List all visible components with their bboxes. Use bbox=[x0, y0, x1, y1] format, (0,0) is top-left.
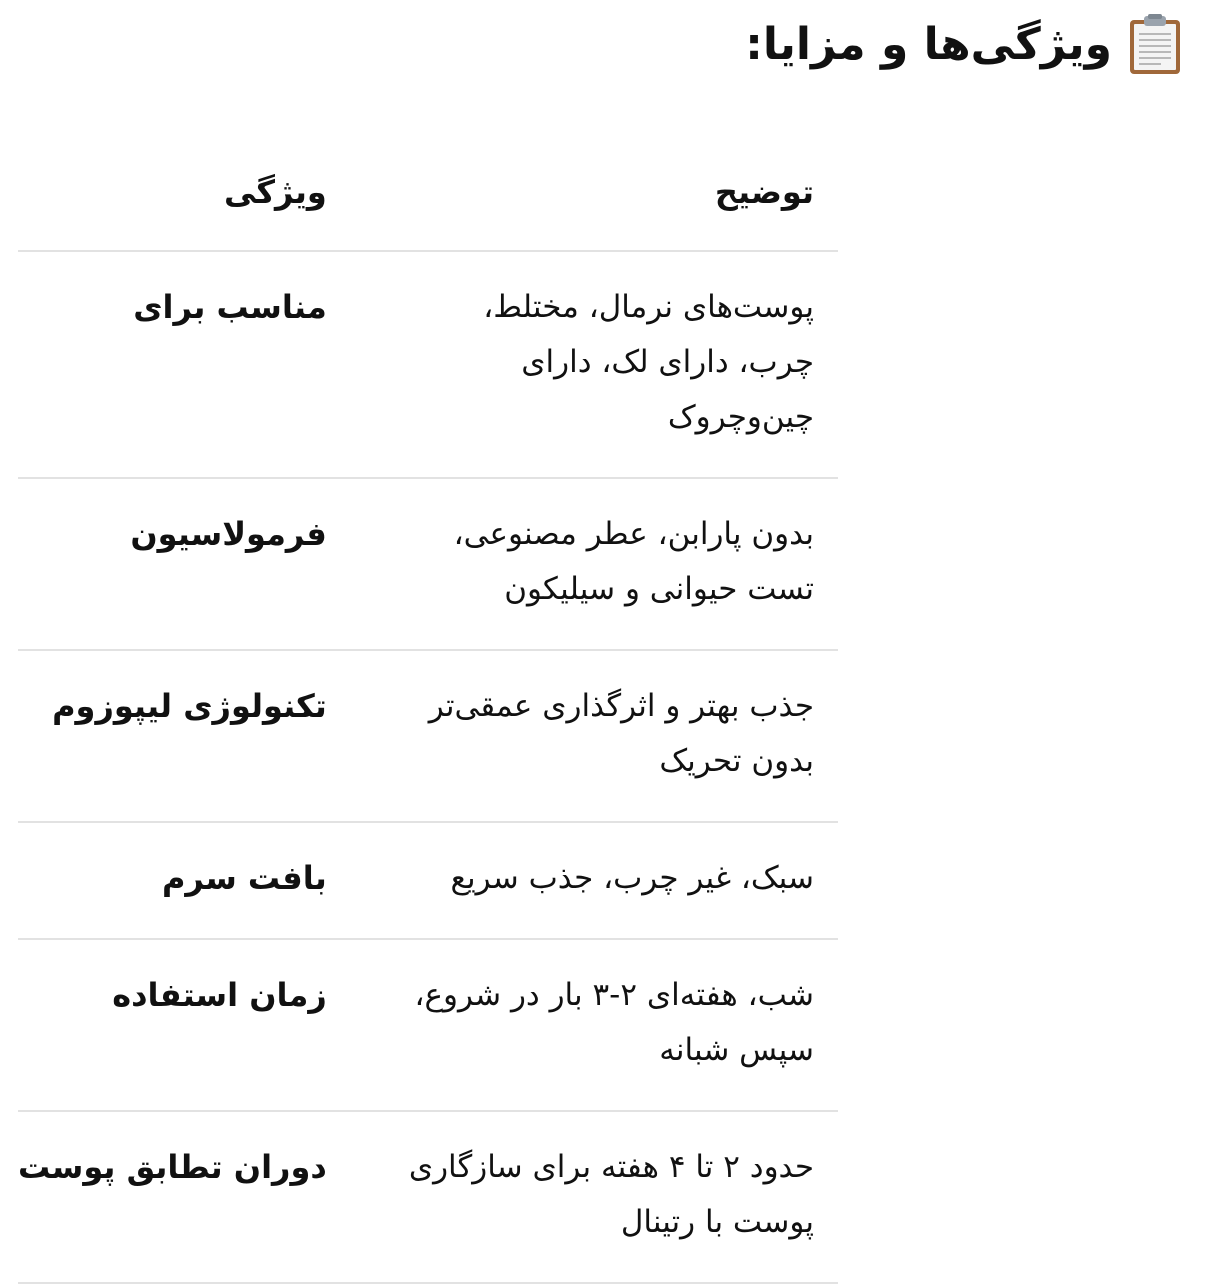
row-feature: مناسب برای bbox=[18, 251, 379, 478]
table-row bbox=[18, 1111, 838, 1283]
table-row bbox=[18, 251, 838, 478]
row-description: جذب بهتر و اثرگذاری عمقی‌تر بدون تحریک bbox=[379, 650, 838, 822]
row-feature: زمان استفاده bbox=[18, 939, 379, 1111]
features-table bbox=[18, 134, 838, 1284]
table-row bbox=[18, 478, 838, 650]
clipboard-icon bbox=[1128, 14, 1182, 76]
row-description: شب، هفته‌ای ۲-۳ بار در شروع، سپس شبانه bbox=[379, 939, 838, 1111]
row-description: سبک، غیر چرب، جذب سریع bbox=[379, 822, 838, 939]
row-feature: فرمولاسیون bbox=[18, 478, 379, 650]
row-feature: بافت سرم bbox=[18, 822, 379, 939]
column-header-feature: ویژگی bbox=[18, 134, 379, 251]
table-row bbox=[18, 822, 838, 939]
page-title: ویژگی‌ها و مزایا: bbox=[745, 18, 1112, 70]
row-description: بدون پارابن، عطر مصنوعی، تست حیوانی و سیلیکون bbox=[379, 478, 838, 650]
row-description: حدود ۲ تا ۴ هفته برای سازگاری پوست با رتینال bbox=[379, 1111, 838, 1283]
row-description: پوست‌های نرمال، مختلط، چرب، دارای لک، دارای چین‌وچروک bbox=[379, 251, 838, 478]
table-row bbox=[18, 650, 838, 822]
column-header-description: توضیح bbox=[379, 134, 838, 251]
table-header-row bbox=[18, 134, 838, 251]
table-row bbox=[18, 939, 838, 1111]
row-feature: دوران تطابق پوست bbox=[18, 1111, 379, 1283]
section-heading bbox=[745, 14, 1182, 76]
row-feature: تکنولوژی لیپوزوم bbox=[18, 650, 379, 822]
